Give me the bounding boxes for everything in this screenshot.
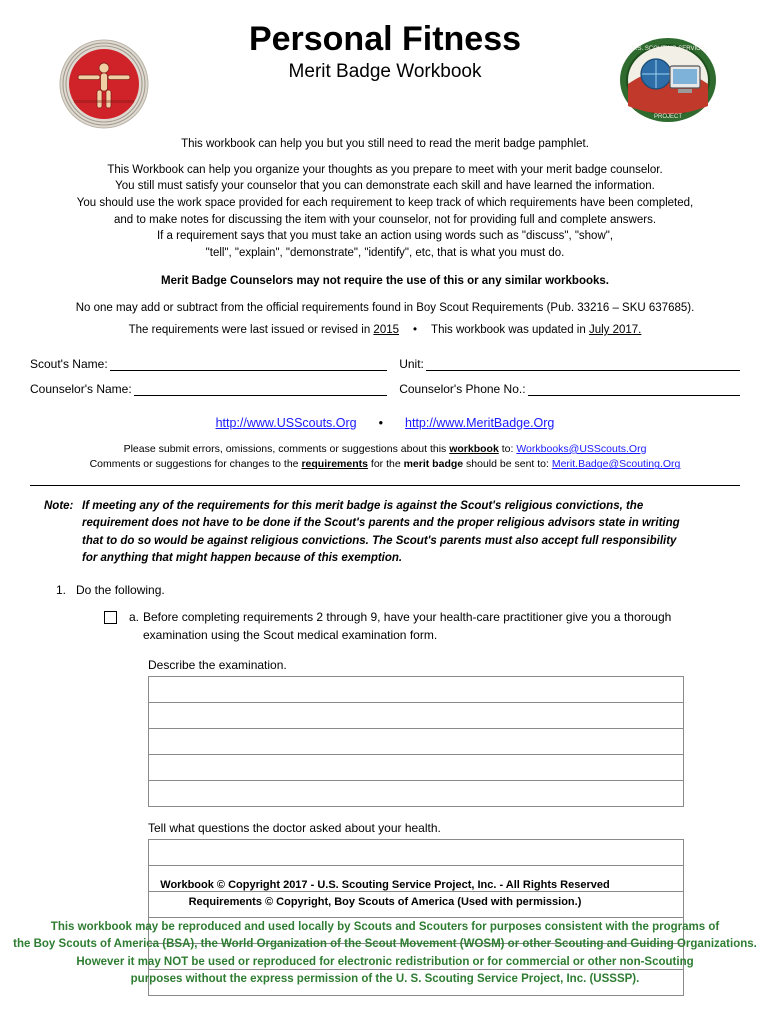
counselors-notice: Merit Badge Counselors may not require the use of this or any similar workbooks. xyxy=(161,274,609,287)
copyright-line-2: Requirements © Copyright, Boy Scouts of America (Used with permission.) xyxy=(188,895,582,908)
intro-section xyxy=(30,136,740,339)
scout-name-label: Scout's Name: xyxy=(30,356,108,371)
feedback-line-2-e: should be sent to: xyxy=(463,458,552,471)
answer-line[interactable] xyxy=(149,755,683,781)
reproduction-line-1: This workbook may be reproduced and used locally by Scouts and Scouters for purposes consistent with the programs of xyxy=(50,921,720,933)
feedback-line-1-c: to: xyxy=(498,442,517,455)
unit-label: Unit: xyxy=(399,356,424,371)
counselor-name-field[interactable] xyxy=(30,382,399,396)
answer-line[interactable] xyxy=(149,781,683,806)
requirement-1a xyxy=(30,609,740,644)
counselor-phone-label: Counselor's Phone No.: xyxy=(399,381,526,396)
answer-line[interactable] xyxy=(149,840,683,866)
requirement-1-number: 1. xyxy=(55,583,66,598)
requirement-1a-letter: a. xyxy=(129,610,140,625)
feedback-line-1-a: Please submit errors, omissions, comments or suggestions about this xyxy=(123,442,450,455)
counselor-name-input[interactable] xyxy=(134,382,388,396)
intro-lead: This workbook can help you but you still need to read the merit badge pamphlet. xyxy=(181,138,589,150)
page-title: Personal Fitness xyxy=(248,20,522,58)
requirements-revision-year: 2015 xyxy=(373,324,400,337)
unit-field[interactable] xyxy=(399,357,740,371)
identification-fields xyxy=(30,357,740,396)
counselor-row xyxy=(30,382,740,396)
usscouts-link[interactable]: http://www.USScouts.Org xyxy=(215,415,357,430)
feedback-requirements-word: requirements xyxy=(301,458,368,471)
meritbadge-email-link[interactable]: Merit.Badge@Scouting.Org xyxy=(551,458,681,471)
scout-name-input[interactable] xyxy=(110,357,388,371)
official-requirements-notice: No one may add or subtract from the official requirements found in Boy Scout Requirements (Pub. 33216 – SKU 637685). xyxy=(75,302,695,315)
svg-text:U.S. SCOUTING SERVICE: U.S. SCOUTING SERVICE xyxy=(631,46,705,52)
website-links xyxy=(30,416,740,430)
reproduction-notice xyxy=(0,919,770,988)
intro-line-2: You still must satisfy your counselor that you can demonstrate each skill and have learned the information. xyxy=(115,180,655,193)
doctor-questions-prompt: Tell what questions the doctor asked about your health. xyxy=(148,821,441,835)
requirement-1a-checkbox[interactable] xyxy=(104,611,117,624)
page-subtitle: Merit Badge Workbook xyxy=(288,60,482,82)
intro-line-1: This Workbook can help you organize your thoughts as you prepare to meet with your merit badge counselor. xyxy=(107,163,663,176)
scout-name-field[interactable] xyxy=(30,357,399,371)
workbooks-email-link[interactable]: Workbooks@USScouts.Org xyxy=(516,442,647,455)
religious-convictions-note xyxy=(30,498,740,567)
unit-input[interactable] xyxy=(426,357,740,371)
answer-line[interactable] xyxy=(149,677,683,703)
intro-line-3: You should use the work space provided for each requirement to keep track of which requirements have been completed, xyxy=(76,197,694,210)
intro-line-4: and to make notes for discussing the item with your counselor, not for providing full and complete answers. xyxy=(113,213,657,226)
requirement-1-text: Do the following. xyxy=(76,583,165,598)
copyright-line-1: Workbook © Copyright 2017 - U.S. Scouting Service Project, Inc. - All Rights Reserved xyxy=(160,879,610,891)
requirement-1-row xyxy=(30,583,740,597)
counselor-name-label: Counselor's Name: xyxy=(30,381,132,396)
counselor-phone-field[interactable] xyxy=(399,382,740,396)
intro-line-6: "tell", "explain", "demonstrate", "identify", etc, that is what you must do. xyxy=(205,247,565,260)
intro-line-5: If a requirement says that you must take an action using words such as "discuss", "show", xyxy=(156,230,614,243)
reproduction-line-2: the Boy Scouts of America (BSA), the World Organization of the Scout Movement (WOSM) or other Scouting and Guiding Organizations. xyxy=(13,938,757,951)
feedback-workbook-word: workbook xyxy=(449,442,499,455)
note-text: If meeting any of the requirements for this merit badge is against the Scout's religious convictions, the requirement does not have to be done if the Scout's parents and the proper religious advisors state in writing that to do so would be against religious convictions. The Scout's parents must also accept full responsibility for anything that might happen because of this exemption. xyxy=(82,500,680,564)
reproduction-line-4: purposes without the express permission of the U. S. Scouting Service Project, Inc. (USSSP). xyxy=(130,972,640,985)
describe-examination-prompt: Describe the examination. xyxy=(148,658,287,672)
answer-line[interactable] xyxy=(149,729,683,755)
note-label: Note: xyxy=(44,500,74,513)
requirements-revision-prefix: The requirements were last issued or revised in xyxy=(128,324,374,337)
feedback-meritbadge-word: merit badge xyxy=(403,458,464,471)
describe-examination-answer-box[interactable] xyxy=(148,676,684,807)
feedback-line-1 xyxy=(30,442,740,458)
svg-text:PROJECT: PROJECT xyxy=(653,114,683,120)
counselor-phone-input[interactable] xyxy=(528,382,740,396)
scout-unit-row xyxy=(30,357,740,371)
requirements-revision-line xyxy=(30,322,740,339)
requirement-1a-text: Before completing requirements 2 through 9, have your health-care practitioner give you a thorough examination using the Scout medical examination form. xyxy=(143,610,672,642)
personal-fitness-merit-badge-emblem-icon xyxy=(58,38,150,130)
answer-line[interactable] xyxy=(149,703,683,729)
feedback-line-2-a: Comments or suggestions for changes to the xyxy=(89,458,302,471)
meritbadge-link[interactable]: http://www.MeritBadge.Org xyxy=(405,415,555,430)
horizontal-divider xyxy=(30,485,740,486)
reproduction-line-3: However it may NOT be used or reproduced for electronic redistribution or for commercial or other non-Scouting xyxy=(76,955,694,968)
page-header xyxy=(30,0,740,120)
bullet-separator-icon: • xyxy=(413,324,418,337)
usscouts-service-project-logo-icon xyxy=(618,36,718,124)
feedback-line-2-c: for the xyxy=(367,458,404,471)
workbook-updated-date: July 2017. xyxy=(588,324,642,337)
page-footer xyxy=(0,877,770,988)
workbook-updated-prefix: This workbook was updated in xyxy=(431,324,589,337)
feedback-note xyxy=(30,442,740,474)
feedback-line-2 xyxy=(30,457,740,473)
links-separator-icon: • xyxy=(378,415,384,430)
